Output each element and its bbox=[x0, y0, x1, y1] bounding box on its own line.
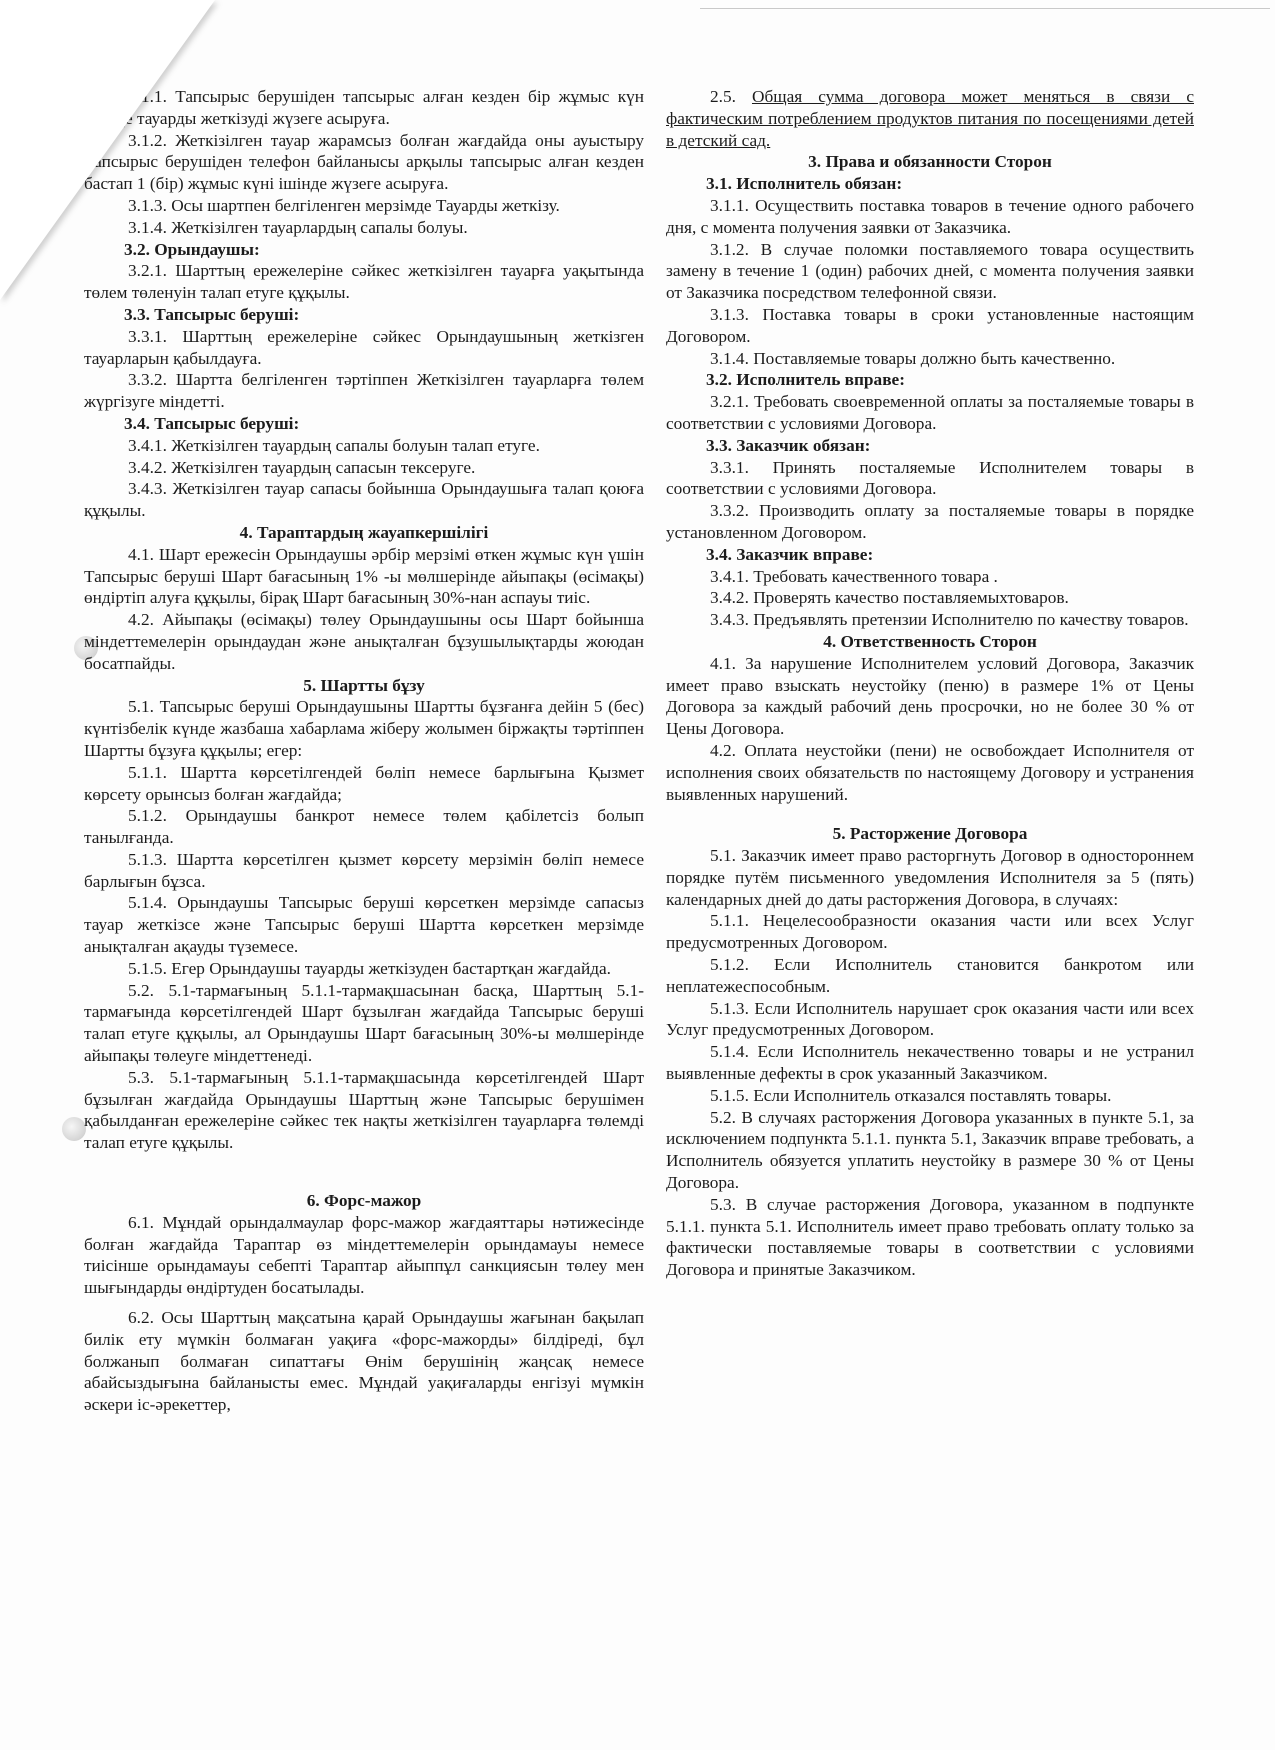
clause-4-2-ru: 4.2. Оплата неустойки (пени) не освобождает Исполнителя от исполнения своих обязательств по настоящему Договору и устранения выявленных нарушений. bbox=[666, 740, 1194, 804]
heading-3-1-ru: 3.1. Исполнитель обязан: bbox=[706, 174, 903, 194]
punch-hole-bottom bbox=[62, 1117, 86, 1141]
heading-3-2-ru: 3.2. Исполнитель вправе: bbox=[706, 370, 905, 390]
section-6-title-kz: 6. Форс-мажор bbox=[306, 1191, 422, 1211]
clause-3-2-1-kz: 3.2.1. Шарттың ережелеріне сәйкес жеткізілген тауарға уақытында төлем төленуін талап етуге құқылы. bbox=[84, 261, 644, 303]
clause-6-2-kz: 6.2. Осы Шарттың мақсатына қарай Орындаушы жағынан бақылап билік ету мүмкін болмаған уақиға «форс-мажорды» білдіреді, бұл болжанып болмаған сипаттағы Өнім берушінің жаңсақ немесе абайсыздығына байланысты емес. Мұндай уақиғаларды енгізуі мүмкін әскери іс-әрекеттер, bbox=[84, 1308, 644, 1415]
heading-3-3-kz: 3.3. Тапсырыс беруші: bbox=[124, 304, 300, 324]
page-edge bbox=[700, 8, 1270, 9]
clause-3-3-2-kz: 3.3.2. Шартта белгіленген тәртіппен Жеткізілген тауарларға төлем жүргізуге міндетті. bbox=[84, 370, 644, 412]
clause-3-4-1-kz: 3.4.1. Жеткізілген тауардың сапалы болуын талап етуге. bbox=[128, 435, 540, 455]
clause-3-4-3-kz: 3.4.3. Жеткізілген тауар сапасы бойынша Орындаушыға талап қоюға құқылы. bbox=[84, 479, 644, 521]
clause-5-2-ru: 5.2. В случаях расторжения Договора указанных в пункте 5.1, за исключением подпункта 5.1.1. пункта 5.1, Заказчик вправе требовать, а Исполнитель обязуется уплатить неустойку в размере 30 % от Цены Договора. bbox=[666, 1107, 1194, 1193]
clause-5-1-1-kz: 5.1.1. Шартта көрсетілгендей бөліп немесе барлығына Қызмет көрсету орынсыз болған жағдайда; bbox=[84, 762, 644, 804]
section-4-title-kz: 4. Тараптардың жауапкершілігі bbox=[239, 522, 489, 542]
clause-5-1-kz: 5.1. Тапсырыс беруші Орындаушыны Шартты бұзғанға дейін 5 (бес) күнтізбелік күнде жазбаша хабарлама жіберу жолымен біржақты тәртіппен Шартты бұзуға құқылы; егер: bbox=[84, 697, 644, 760]
clause-3-3-1-kz: 3.3.1. Шарттың ережелеріне сәйкес Орындаушының жеткізген тауарларын қабылдауға. bbox=[84, 326, 644, 368]
clause-4-1-ru: 4.1. За нарушение Исполнителем условий Договора, Заказчик имеет право взыскать неустойку (пеню) в размере 1% от Цены Договора за каждый рабочий день просрочки, но не более 30 % от Цены Договора. bbox=[666, 653, 1194, 739]
clause-4-2-kz: 4.2. Айыпақы (өсімақы) төлеу Орындаушыны осы Шарт бойынша міндеттемелерін орындаудан және анықталған бұзушылықтарды жоюдан босатпайды. bbox=[84, 610, 644, 673]
clause-3-1-1-ru: 3.1.1. Осуществить поставка товаров в течение одного рабочего дня, с момента получения заявки от Заказчика. bbox=[666, 195, 1194, 237]
clause-2-5-number: 2.5. bbox=[710, 87, 736, 106]
clause-3-2-1-ru: 3.2.1. Требовать своевременной оплаты за посталяемые товары в соответствии с условиями Договора. bbox=[666, 392, 1194, 433]
clause-2-5-ru bbox=[666, 86, 1194, 151]
clause-5-1-1-ru: 5.1.1. Нецелесообразности оказания части или всех Услуг предусмотренных Договором. bbox=[666, 911, 1194, 953]
clause-5-1-4-ru: 5.1.4. Если Исполнитель некачественно товары и не устранил выявленные дефекты в срок указанный Заказчиком. bbox=[666, 1042, 1194, 1084]
clause-3-1-1-kz: 3.1.1. Тапсырыс берушіден тапсырыс алған кезден бір жұмыс күн ішінде тауарды жеткізуді жүзеге асыруға. bbox=[84, 87, 644, 128]
heading-3-2-kz: 3.2. Орындаушы: bbox=[124, 239, 260, 259]
clause-3-1-4-kz: 3.1.4. Жеткізілген тауарлардың сапалы болуы. bbox=[128, 217, 468, 237]
clause-3-3-1-ru: 3.3.1. Принять посталяемые Исполнителем товары в соответствии с условиями Договора. bbox=[666, 457, 1194, 499]
folded-corner bbox=[0, 0, 215, 300]
clause-3-1-3-ru: 3.1.3. Поставка товары в сроки установленные настоящим Договором. bbox=[666, 304, 1194, 346]
clause-6-1-kz: 6.1. Мұндай орындалмаулар форс-мажор жағдаяттары нәтижесінде болған жағдайда Тараптар өз міндеттемелерін орындамауы немесе тиісінше орындамауы себепті Тараптар айыппұл санкциясын төлеу мен шығындарды өндіртуден босатылады. bbox=[84, 1212, 644, 1298]
clause-3-1-2-ru: 3.1.2. В случае поломки поставляемого товара осуществить замену в течение 1 (один) рабочих дней, с момента получения заявки от Заказчика посредством телефонной связи. bbox=[666, 239, 1194, 303]
clause-3-3-2-ru: 3.3.2. Производить оплату за посталяемые товары в порядке установленном Договором. bbox=[666, 501, 1194, 542]
clause-5-1-5-ru: 5.1.5. Если Исполнитель отказался поставлять товары. bbox=[710, 1085, 1112, 1105]
clause-4-1-kz: 4.1. Шарт ережесін Орындаушы әрбір мерзімі өткен жұмыс күн үшін Тапсырыс беруші Шарт бағасының 1% -ы мөлшерінде айыпақы (өсімақы) өндіртіп алуға құқылы, бірақ Шарт бағасының 30%-нан аспауы тиіс. bbox=[84, 544, 644, 608]
clause-3-1-3-kz: 3.1.3. Осы шартпен белгіленген мерзімде Тауарды жеткізу. bbox=[128, 195, 560, 215]
section-3-title-ru: 3. Права и обязанности Сторон bbox=[808, 152, 1052, 172]
clause-3-4-2-ru: 3.4.2. Проверять качество поставляемыхтоваров. bbox=[710, 588, 1069, 608]
clause-5-1-4-kz: 5.1.4. Орындаушы Тапсырыс беруші көрсеткен мерзімде сапасыз тауар жеткізсе және Тапсырыс беруші Шартта көрсеткен мерзімде анықталған ақауды түземесе. bbox=[84, 893, 644, 957]
clause-3-4-1-ru: 3.4.1. Требовать качественного товара . bbox=[710, 566, 998, 586]
clause-3-4-3-ru: 3.4.3. Предъявлять претензии Исполнителю по качеству товаров. bbox=[710, 610, 1189, 630]
right-column bbox=[666, 86, 1194, 1281]
clause-5-1-2-kz: 5.1.2. Орындаушы банкрот немесе төлем қабілетсіз болып танылғанда. bbox=[84, 806, 644, 848]
clause-3-4-2-kz: 3.4.2. Жеткізілген тауардың сапасын тексеруге. bbox=[128, 457, 476, 477]
clause-5-1-5-kz: 5.1.5. Егер Орындаушы тауарды жеткізуден бастартқан жағдайда. bbox=[128, 958, 612, 978]
clause-5-1-2-ru: 5.1.2. Если Исполнитель становится банкротом или неплатежеспособным. bbox=[666, 955, 1194, 996]
clause-5-3-ru: 5.3. В случае расторжения Договора, указанном в подпункте 5.1.1. пункта 5.1. Исполнитель имеет право требовать оплату только за фактически поставляемые товары в соответствии с условиями Договора и принятые Заказчиком. bbox=[666, 1194, 1194, 1280]
clause-2-5-text: Общая сумма договора может меняться в связи с фактическим потреблением продуктов питания по посещениями детей в детский сад. bbox=[666, 87, 1194, 150]
heading-3-4-ru: 3.4. Заказчик вправе: bbox=[706, 544, 874, 564]
clause-5-3-kz: 5.3. 5.1-тармағының 5.1.1-тармақшасында көрсетілгендей Шарт бұзылған жағдайда Орындаушы Шарттың және Тапсырыс берушімен қабылданған ережелеріне сәйкес тек нақты жеткізілген тауарларға төлемді талап етуге құқылы. bbox=[84, 1067, 644, 1153]
clause-5-1-ru: 5.1. Заказчик имеет право расторгнуть Договор в одностороннем порядке путём письменного уведомления Исполнителя за 5 (пять) календарных дней до даты расторжения Договора, в случаях: bbox=[666, 846, 1194, 909]
heading-3-3-ru: 3.3. Заказчик обязан: bbox=[706, 435, 871, 455]
section-5-title-kz: 5. Шартты бұзу bbox=[303, 675, 425, 695]
clause-3-1-4-ru: 3.1.4. Поставляемые товары должно быть качественно. bbox=[710, 348, 1116, 368]
section-4-title-ru: 4. Ответственность Сторон bbox=[823, 631, 1037, 651]
section-5-title-ru: 5. Расторжение Договора bbox=[832, 824, 1028, 844]
clause-5-1-3-kz: 5.1.3. Шартта көрсетілген қызмет көрсету мерзімін бөліп немесе барлығын бұзса. bbox=[84, 849, 644, 891]
clause-5-2-kz: 5.2. 5.1-тармағының 5.1.1-тармақшасынан басқа, Шарттың 5.1-тармағында көрсетілгендей Шарт бұзылған жағдайда Тапсырыс беруші талап етуге құқылы, ал Орындаушы Шарт бағасының 30%-ы мөлшерінде айыпақы төлеуге міндеттенеді. bbox=[84, 980, 644, 1066]
clause-3-1-2-kz: 3.1.2. Жеткізілген тауар жарамсыз болған жағдайда оны ауыстыру Тапсырыс берушіден телефон байланысы арқылы тапсырыс алған кезден бастап 1 (бір) жұмыс күні ішінде жүзеге асыруға. bbox=[84, 130, 644, 194]
clause-5-1-3-ru: 5.1.3. Если Исполнитель нарушает срок оказания части или всех Услуг предусмотренных Договором. bbox=[666, 998, 1194, 1040]
heading-3-4-kz: 3.4. Тапсырыс беруші: bbox=[124, 413, 300, 433]
